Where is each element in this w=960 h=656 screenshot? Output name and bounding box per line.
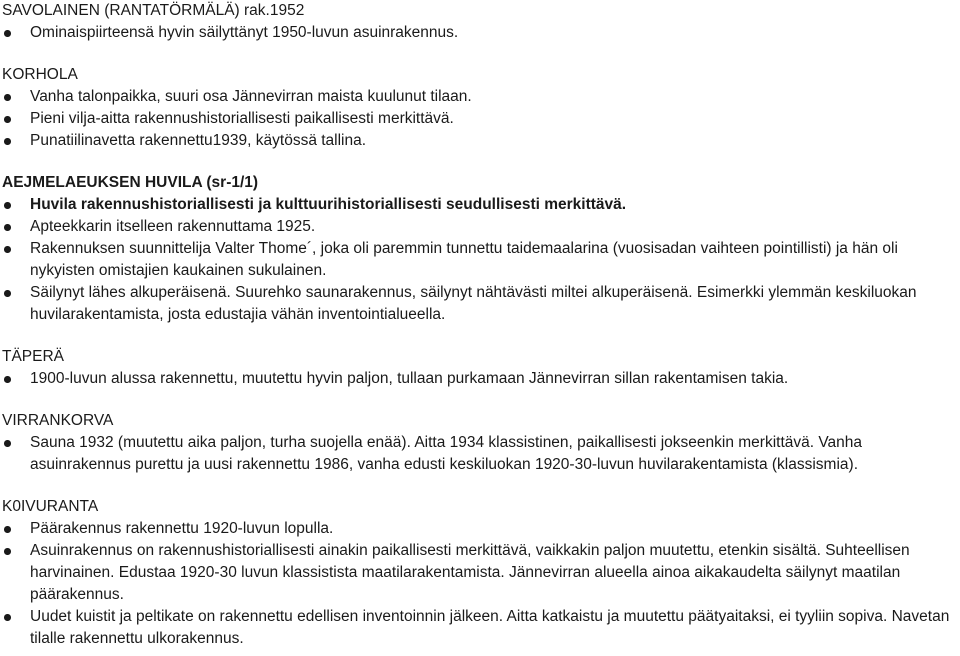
list-item: Apteekkarin itselleen rakennuttama 1925. — [2, 216, 957, 238]
section-koivuranta — [2, 496, 957, 650]
section-aejmelaeuksen-huvila — [2, 172, 957, 326]
bullet-list — [2, 86, 957, 152]
bullet-list — [2, 368, 957, 390]
section-savolainen — [2, 0, 957, 44]
bullet-list — [2, 22, 957, 44]
bullet-list — [2, 432, 957, 476]
bullet-list — [2, 518, 957, 650]
list-item: Pieni vilja-aitta rakennushistoriallisesti paikallisesti merkittävä. — [2, 108, 957, 130]
list-item: Rakennuksen suunnittelija Valter Thome´, joka oli paremmin tunnettu taidemaalarina (vuosisadan vaihteen pointillisti) ja hän oli nykyisten omistajien kaukainen sukulainen. — [2, 238, 957, 282]
section-heading: SAVOLAINEN (RANTATÖRMÄLÄ) rak.1952 — [2, 2, 305, 19]
bullet-list — [2, 194, 957, 326]
section-heading: K0IVURANTA — [2, 498, 99, 515]
list-item: Vanha talonpaikka, suuri osa Jännevirran maista kuulunut tilaan. — [2, 86, 957, 108]
list-item: Huvila rakennushistoriallisesti ja kulttuurihistoriallisesti seudullisesti merkittävä. — [2, 194, 957, 216]
section-heading: TÄPERÄ — [2, 348, 65, 365]
section-heading: VIRRANKORVA — [2, 412, 114, 429]
list-item: Säilynyt lähes alkuperäisenä. Suurehko saunarakennus, säilynyt nähtävästi miltei alkuperäisenä. Esimerkki ylemmän keskiluokan huvilarakentamista, josta edustajia vähän inventointialueella. — [2, 282, 957, 326]
section-heading: KORHOLA — [2, 66, 78, 83]
section-korhola — [2, 64, 957, 152]
document-page — [2, 0, 957, 650]
list-item: Ominaispiirteensä hyvin säilyttänyt 1950-luvun asuinrakennus. — [2, 22, 957, 44]
list-item: Uudet kuistit ja peltikate on rakennettu edellisen inventoinnin jälkeen. Aitta katkaistu ja muutettu päätyaitaksi, ei tyyliin sopiva. Navetan tilalle rakennettu ulkorakennus. — [2, 606, 957, 650]
list-item: Asuinrakennus on rakennushistoriallisesti ainakin paikallisesti merkittävä, vaikkakin paljon muutettu, etenkin sisältä. Suhteellisen harvinainen. Edustaa 1920-30 luvun klassistista maatilarakentamista. Jännevirran alueella ainoa aikakaudelta säilynyt maatilan päärakennus. — [2, 540, 957, 606]
section-heading: AEJMELAEUKSEN HUVILA (sr-1/1) — [2, 174, 259, 191]
list-item: Päärakennus rakennettu 1920-luvun lopulla. — [2, 518, 957, 540]
section-virrankorva — [2, 410, 957, 476]
section-tapera — [2, 346, 957, 390]
list-item: Punatiilinavetta rakennettu1939, käytössä tallina. — [2, 130, 957, 152]
list-item: 1900-luvun alussa rakennettu, muutettu hyvin paljon, tullaan purkamaan Jännevirran sillan rakentamisen takia. — [2, 368, 957, 390]
list-item: Sauna 1932 (muutettu aika paljon, turha suojella enää). Aitta 1934 klassistinen, paikallisesti jokseenkin merkittävä. Vanha asuinrakennus purettu ja uusi rakennettu 1986, vanha edusti keskiluokan 1920-30-luvun huvilarakentamista (klassismia). — [2, 432, 957, 476]
